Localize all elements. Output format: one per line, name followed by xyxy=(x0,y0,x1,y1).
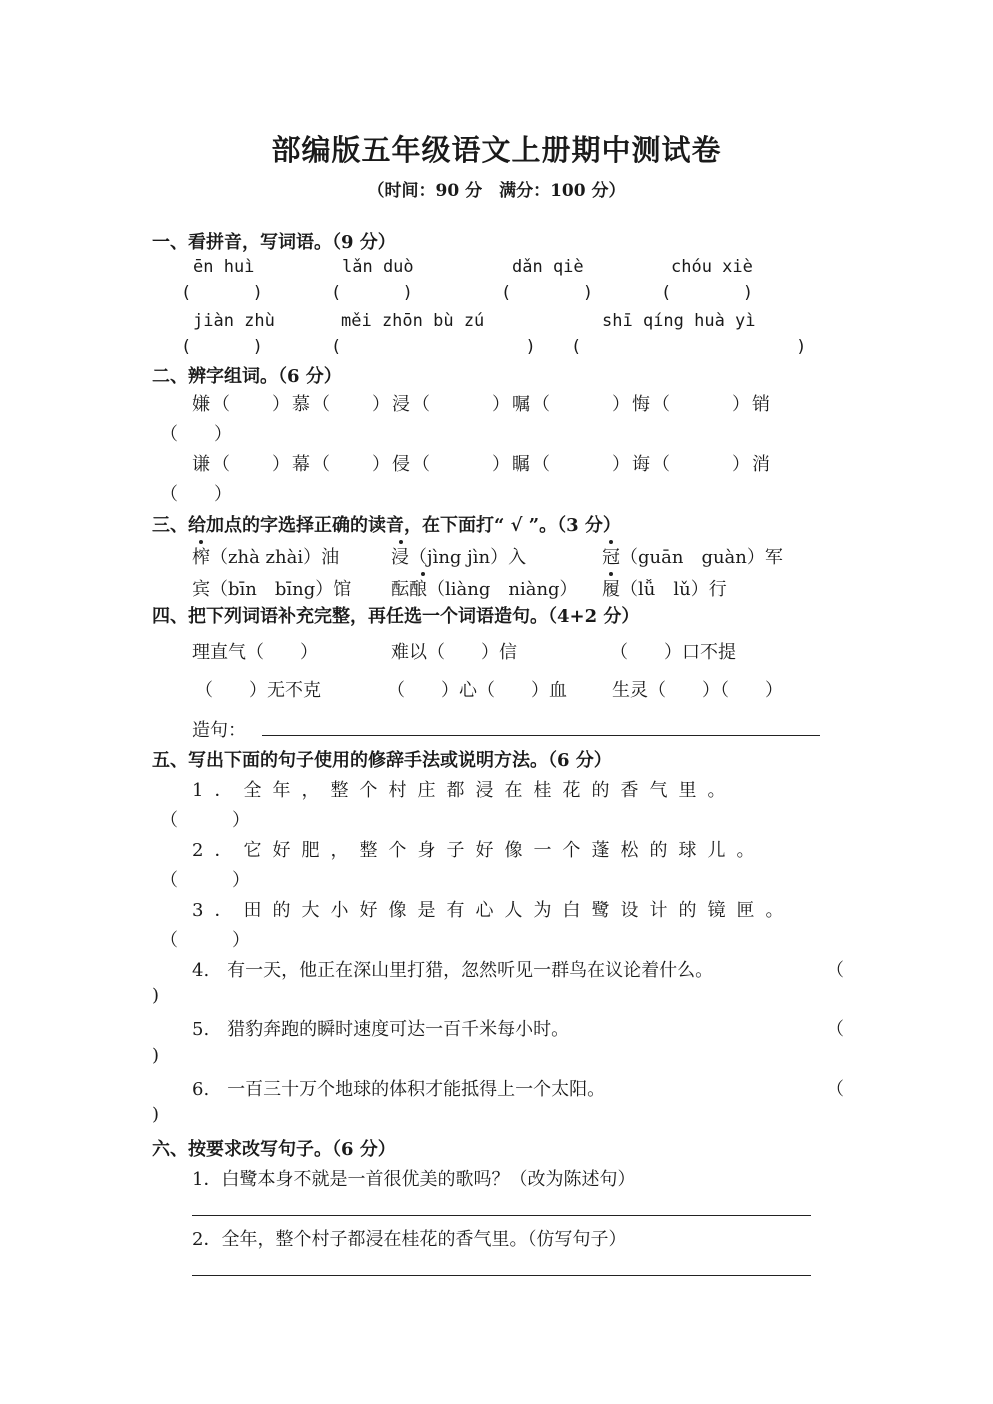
idiom-item: （ ）心（ ）血 xyxy=(387,680,567,701)
rhetoric-item: 2．它好肥，整个身子好像一个蓬松的球儿。 xyxy=(192,840,766,861)
section-1-heading: 一、看拼音，写词语。（9 分） xyxy=(152,232,396,253)
rhetoric-item: 1．全年，整个村庄都浸在桂花的香气里。 xyxy=(192,780,737,801)
pinyin-item: shī qíng huà yì xyxy=(602,311,756,331)
section-6-heading: 六、按要求改写句子。（6 分） xyxy=(152,1139,396,1160)
answer-blank-close[interactable]: ) xyxy=(152,985,160,1006)
answer-blank-open[interactable]: （ xyxy=(826,960,844,981)
idiom-item: 难以（ ）信 xyxy=(391,642,517,663)
answer-blank-open[interactable]: （ xyxy=(826,1019,844,1040)
section-3-heading: 三、给加点的字选择正确的读音，在下面打“ √ ”。（3 分） xyxy=(152,515,621,536)
section-4-heading: 四、把下列词语补充完整，再任选一个词语造句。（4+2 分） xyxy=(152,606,640,627)
char-group-line: 谦（ ）幕（ ）侵（ ）瞩（ ）诲（ ）消 xyxy=(192,454,772,475)
answer-blank[interactable]: （ ） xyxy=(160,870,250,891)
answer-blank[interactable]: （ ） xyxy=(160,930,250,951)
idiom-item: 理直气（ ） xyxy=(192,642,318,663)
idiom-item: （ ）无不克 xyxy=(195,680,321,701)
idiom-item: （ ）口不提 xyxy=(610,642,736,663)
reading-choice: 宾（bīn bīng）馆 xyxy=(192,579,352,600)
answer-blank[interactable]: ( ) xyxy=(181,283,263,303)
char-group-line: 嫌（ ）慕（ ）浸（ ）嘱（ ）悔（ ）销 xyxy=(192,394,772,415)
reading-choice: 履（lǚ lǔ）行 xyxy=(602,579,727,600)
rewrite-answer-line[interactable] xyxy=(192,1275,811,1276)
answer-blank[interactable]: （ ） xyxy=(160,484,232,505)
rewrite-question: 2．全年，整个村子都浸在桂花的香气里。（仿写句子） xyxy=(192,1229,627,1250)
reading-choice: 冠（guān guàn）军 xyxy=(602,547,783,568)
page-title: 部编版五年级语文上册期中测试卷 xyxy=(271,133,722,167)
rewrite-question: 1．白鹭本身不就是一首很优美的歌吗？（改为陈述句） xyxy=(192,1169,636,1190)
answer-blank[interactable]: ( ) xyxy=(501,283,594,303)
answer-blank[interactable]: ( ) xyxy=(331,337,536,357)
answer-blank-close[interactable]: ) xyxy=(152,1104,160,1125)
rewrite-answer-line[interactable] xyxy=(192,1215,811,1216)
pinyin-item: chóu xiè xyxy=(671,257,753,277)
answer-blank-close[interactable]: ) xyxy=(152,1045,160,1066)
section-2-heading: 二、辨字组词。（6 分） xyxy=(152,366,342,387)
rhetoric-item: 5. 猎豹奔跑的瞬时速度可达一百千米每小时。 xyxy=(192,1019,570,1040)
sentence-label: 造句： xyxy=(192,720,246,741)
rhetoric-item: 4. 有一天，他正在深山里打猎，忽然听见一群鸟在议论着什么。 xyxy=(192,960,714,981)
answer-blank-open[interactable]: （ xyxy=(826,1079,844,1100)
pinyin-item: lǎn duò xyxy=(342,257,414,277)
section-5-heading: 五、写出下面的句子使用的修辞手法或说明方法。（6 分） xyxy=(152,750,612,771)
answer-blank[interactable]: ( ) xyxy=(181,337,263,357)
pinyin-item: dǎn qiè xyxy=(512,257,584,277)
reading-choice: 浸（jìng jìn）入 xyxy=(391,547,527,568)
answer-blank[interactable]: ( ) xyxy=(331,283,413,303)
sentence-answer-line[interactable] xyxy=(262,735,820,736)
answer-blank[interactable]: ( ) xyxy=(571,337,807,357)
rhetoric-item: 6. 一百三十万个地球的体积才能抵得上一个太阳。 xyxy=(192,1079,606,1100)
exam-time-score: （时间：90 分 满分：100 分） xyxy=(367,181,626,201)
reading-choice: 榨（zhà zhài）油 xyxy=(192,547,340,568)
pinyin-item: měi zhōn bù zú xyxy=(341,311,485,331)
pinyin-item: ēn huì xyxy=(193,257,255,277)
rhetoric-item: 3．田的大小好像是有心人为白鹭设计的镜匣。 xyxy=(192,900,795,921)
pinyin-item: jiàn zhù xyxy=(193,311,275,331)
answer-blank[interactable]: ( ) xyxy=(661,283,754,303)
answer-blank[interactable]: （ ） xyxy=(160,424,232,445)
answer-blank[interactable]: （ ） xyxy=(160,810,250,831)
idiom-item: 生灵（ ）（ ） xyxy=(612,680,783,701)
reading-choice: 酝酿（liàng niàng） xyxy=(391,579,578,600)
